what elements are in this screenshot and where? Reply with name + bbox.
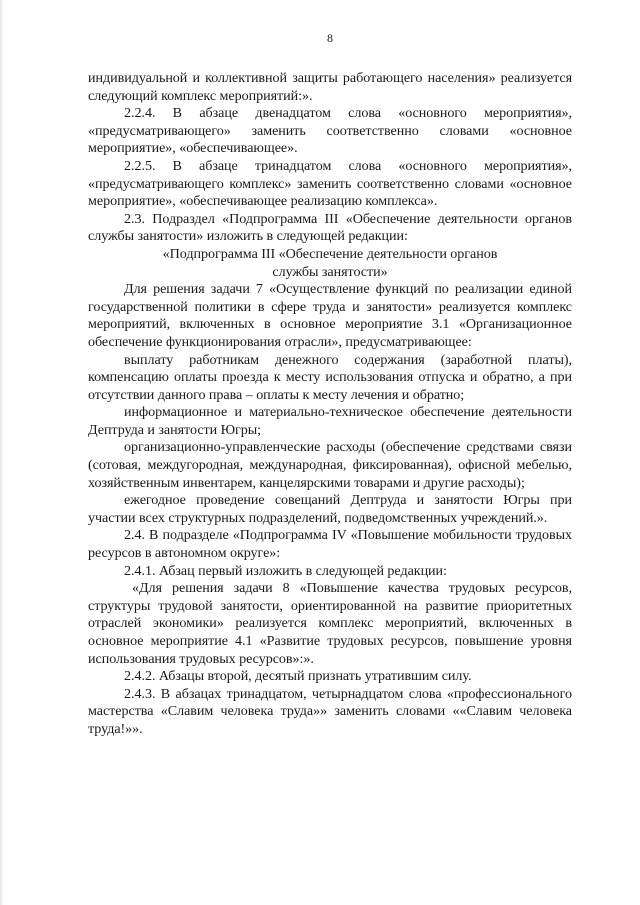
paragraph-2-4-2: 2.4.2. Абзацы второй, десятый признать утратившим силу. — [124, 668, 472, 685]
paragraph-meetings: ежегодное проведение совещаний Дептруда и занятости Югры при участии всех структурных подразделений, подведомственных учреждений.». — [88, 492, 572, 526]
paragraph-org-expenses: организационно-управленческие расходы (обеспечение средствами связи (сотовая, междугородная, международная, фиксированная), офисной мебелью, хозяйственным инвентарем, канцелярскими товарами и другие расходы); — [88, 439, 572, 491]
scan-edge — [0, 0, 4, 905]
paragraph-task-8: «Для решения задачи 8 «Повышение качества трудовых ресурсов, структуры трудовой занятости, ориентированной на развитие приоритетных отраслей экономики» реализуется комплекс мероприятий, включенных в основное мероприятие 4.1 «Развитие трудовых ресурсов, повышение уровня использования трудовых ресурсов»:». — [88, 580, 572, 667]
paragraph-salary: выплату работникам денежного содержания (заработной платы), компенсацию оплаты проезда к месту использования отпуска и обратно, а при отсутствии данного права – оплаты к месту лечения и обратно; — [88, 351, 572, 403]
page-number: 8 — [327, 31, 333, 45]
paragraph-2-3: 2.3. Подраздел «Подпрограмма III «Обеспечение деятельности органов службы занятости» изложить в следующей редакции: — [88, 210, 572, 245]
subprogram-heading — [88, 246, 572, 281]
document-body — [88, 70, 572, 739]
paragraph-2-2-4: 2.2.4. В абзаце двенадцатом слова «основного мероприятия», «предусматривающего» заменить соответственно словами «основное мероприятие», «обеспечивающее». — [88, 105, 572, 157]
subprogram-heading-line-2: службы занятости» — [272, 263, 388, 280]
paragraph-continuation: индивидуальной и коллективной защиты работающего населения» реализуется следующий комплекс мероприятий:». — [88, 70, 572, 104]
paragraph-info-support: информационное и материально-техническое обеспечение деятельности Дептруда и занятости Югры; — [88, 404, 572, 438]
paragraph-2-4-1: 2.4.1. Абзац первый изложить в следующей редакции: — [124, 562, 447, 579]
paragraph-task-7: Для решения задачи 7 «Осуществление функций по реализации единой государственной политики в сфере труда и занятости» реализуется комплекс мероприятий, включенных в основное мероприятие 3.1 «Организационное обеспечение функционирования отрасли», предусматривающее: — [88, 281, 572, 350]
paragraph-2-4-3: 2.4.3. В абзацах тринадцатом, четырнадцатом слова «профессионального мастерства «Славим человека труда»» заменить словами ««Славим человека труда!»». — [88, 685, 572, 737]
paragraph-2-4: 2.4. В подразделе «Подпрограмма IV «Повышение мобильности трудовых ресурсов в автономном округе»: — [88, 527, 572, 562]
paragraph-2-2-5: 2.2.5. В абзаце тринадцатом слова «основного мероприятия», «предусматривающего комплекс» заменить соответственно словами «основное мероприятие», «обеспечивающее реализацию комплекса». — [88, 157, 572, 210]
subprogram-heading-line-1: «Подпрограмма III «Обеспечение деятельности органов — [162, 245, 498, 262]
